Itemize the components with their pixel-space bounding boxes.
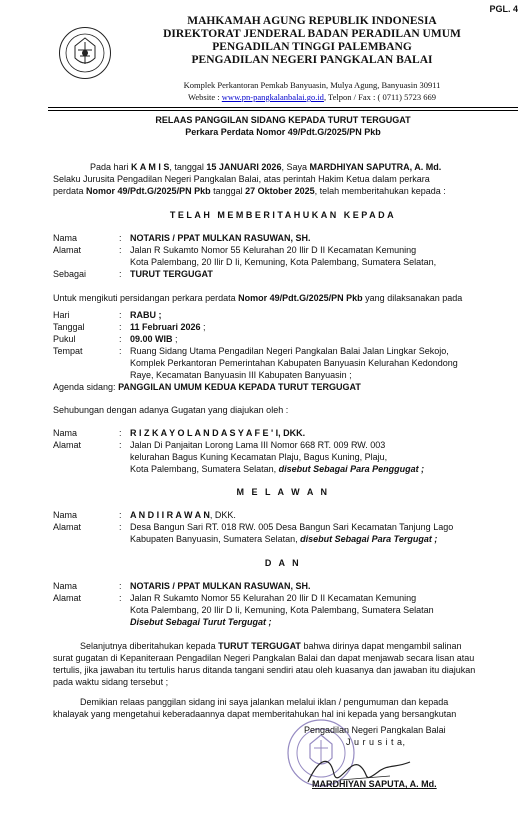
- closing-line-3: tertulis, jika jawaban itu tertulis harus ditanda tangani sendiri atau oleh kuasanya dan jawaban itu diajukan: [53, 665, 476, 675]
- hearing-time: 09.00 WIB ;: [130, 334, 178, 344]
- closing-line-4: pada waktu sidang tersebut ;: [53, 677, 169, 687]
- closing-line-1: Selanjutnya diberitahukan kepada TURUT TERGUGAT bahwa dirinya dapat mengambil salinan: [80, 641, 462, 651]
- hearing-intro: Untuk mengikuti persidangan perkara perdata Nomor 49/Pdt.G/2025/PN Pkb yang dilaksanakan pada: [53, 293, 463, 303]
- notice-heading: TELAH MEMBERITAHUKAN KEPADA: [169, 210, 397, 220]
- defendant-address-label: Alamat: [53, 522, 82, 532]
- phone-fax: , Telpon / Fax : ( 0711) 5723 669: [323, 92, 436, 102]
- header-line-1: MAHKAMAH AGUNG REPUBLIK INDONESIA: [187, 15, 437, 27]
- service-date: 15 JANUARI 2026: [206, 162, 282, 172]
- plaintiff-name-label: Nama: [53, 428, 78, 438]
- letterhead-address: [112, 79, 512, 103]
- lawsuit-intro: Sehubungan dengan adanya Gugatan yang diajukan oleh :: [53, 405, 289, 415]
- melawan-heading: M E L A W A N: [236, 487, 330, 497]
- defendant-name: A N D I I R A W A N, DKK.: [130, 510, 236, 520]
- signature-name: MARDHIYAN SAPUTA, A. Md.: [312, 779, 437, 789]
- signature-court: Pengadilan Negeri Pangkalan Balai: [304, 725, 446, 735]
- recipient-role: TURUT TERGUGAT: [130, 269, 213, 279]
- plaintiff-address-3: Kota Palembang, Sumatera Selatan, disebut Sebagai Para Penggugat ;: [130, 464, 425, 474]
- header-line-3: PENGADILAN TINGGI PALEMBANG: [212, 41, 412, 53]
- co-defendant-address-3: Disebut Sebagai Turut Tergugat ;: [130, 617, 272, 627]
- closing-line-2: surat gugatan di Kepaniteraan Pengadilan Negeri Pangkalan Balai dan dapat menjawab secara lisan atau: [53, 653, 475, 663]
- hearing-date-label: Tanggal: [53, 322, 85, 332]
- plaintiff-address-2: kelurahan Bagus Kuning Kecamatan Plaju, Bagus Kuning, Plaju,: [130, 452, 388, 462]
- hearing-day: RABU ;: [130, 310, 162, 320]
- hearing-place-2: Komplek Perkantoran Pemerintahan Kabupaten Banyuasin Kelurahan Kedondong: [130, 358, 458, 368]
- co-defendant-name-label: Nama: [53, 581, 78, 591]
- hearing-day-label: Hari: [53, 310, 70, 320]
- recipient-address-2: Kota Palembang, 20 Ilir D Ii, Kemuning, Kota Palembang, Sumatera Selatan,: [130, 257, 437, 267]
- website-label: Website :: [188, 92, 222, 102]
- recipient-address-label: Alamat: [53, 245, 82, 255]
- opening-line-1: Pada hari K A M I S, tanggal 15 JANUARI 2026, Saya MARDHIYAN SAPUTRA, A. Md.: [90, 162, 442, 172]
- letterhead: [112, 15, 512, 67]
- case-number-title: Perkara Perdata Nomor 49/Pdt.G/2025/PN Pkb: [185, 127, 381, 137]
- plaintiff-address-label: Alamat: [53, 440, 82, 450]
- hearing-time-label: Pukul: [53, 334, 76, 344]
- closing-line-6: khalayak yang mengetahui keberadaannya dapat memberitahukan hal ini kepada yang bersangkutan: [53, 709, 457, 719]
- defendant-name-label: Nama: [53, 510, 78, 520]
- recipient-address-1: Jalan R Sukamto Nomor 55 Kelurahan 20 Ilir D II Kecamatan Kemuning: [130, 245, 417, 255]
- hearing-date: 11 Februari 2026 ;: [130, 322, 206, 332]
- hearing-place-3: Raye, Kecamatan Banyuasin III Kabupaten Banyuasin ;: [130, 370, 352, 380]
- hearing-agenda: Agenda sidang: PANGGILAN UMUM KEDUA KEPADA TURUT TERGUGAT: [53, 382, 361, 392]
- co-defendant-address-label: Alamat: [53, 593, 82, 603]
- closing-line-5: Demikian relaas panggilan sidang ini saya jalankan melalui iklan / pengumuman dan kepada: [80, 697, 449, 707]
- address-line: Komplek Perkantoran Pemkab Banyuasin, Mulya Agung, Banyuasin 30911: [183, 80, 441, 90]
- plaintiff-address-1: Jalan Di Panjaitan Lorong Lama III Nomor 668 RT. 009 RW. 003: [130, 440, 386, 450]
- document-title: RELAAS PANGGILAN SIDANG KEPADA TURUT TERGUGAT: [155, 115, 411, 125]
- hearing-place-1: Ruang Sidang Utama Pengadilan Negeri Pangkalan Balai Jalan Lingkar Sekojo,: [130, 346, 449, 356]
- co-defendant-name: NOTARIS / PPAT MULKAN RASUWAN, SH.: [130, 581, 311, 591]
- day-name: K A M I S: [131, 162, 170, 172]
- website-link[interactable]: www.pn-pangkalanbalai.go.id: [221, 92, 324, 102]
- header-rule-thin: [48, 110, 518, 111]
- recipient-role-label: Sebagai: [53, 269, 87, 279]
- defendant-address-2: Kabupaten Banyuasin, Sumatera Selatan, disebut Sebagai Para Tergugat ;: [130, 534, 438, 544]
- header-rule-thick: [48, 107, 518, 108]
- header-line-4: PENGADILAN NEGERI PANGKALAN BALAI: [191, 54, 433, 66]
- recipient-name-label: Nama: [53, 233, 78, 243]
- defendant-address-1: Desa Bangun Sari RT. 018 RW. 005 Desa Bangun Sari Kecamatan Tanjung Lago: [130, 522, 454, 532]
- co-defendant-address-1: Jalan R Sukamto Nomor 55 Kelurahan 20 Ilir D II Kecamatan Kemuning: [130, 593, 417, 603]
- plaintiff-name: R I Z K A Y O L A N D A S Y A F E ' I, DKK.: [130, 428, 306, 438]
- page-label: PGL. 4: [489, 4, 518, 14]
- officer-name: MARDHIYAN SAPUTRA, A. Md.: [309, 162, 442, 172]
- signature-role: J u r u s i t a,: [346, 737, 406, 747]
- dan-heading: D A N: [264, 558, 302, 568]
- co-defendant-address-2: Kota Palembang, 20 Ilir D Ii, Kemuning, Kota Palembang, Sumatera Selatan: [130, 605, 434, 615]
- opening-line-3: perdata Nomor 49/Pdt.G/2025/PN Pkb tanggal 27 Oktober 2025, telah memberitahukan kepada :: [53, 186, 446, 196]
- court-emblem-icon: [58, 26, 112, 80]
- opening-line-2: Selaku Jurusita Pengadilan Negeri Pangkalan Balai, atas perintah Hakim Ketua dalam perkara: [53, 174, 430, 184]
- hearing-place-label: Tempat: [53, 346, 83, 356]
- header-line-2: DIREKTORAT JENDERAL BADAN PERADILAN UMUM: [163, 28, 461, 40]
- recipient-name: NOTARIS / PPAT MULKAN RASUWAN, SH.: [130, 233, 311, 243]
